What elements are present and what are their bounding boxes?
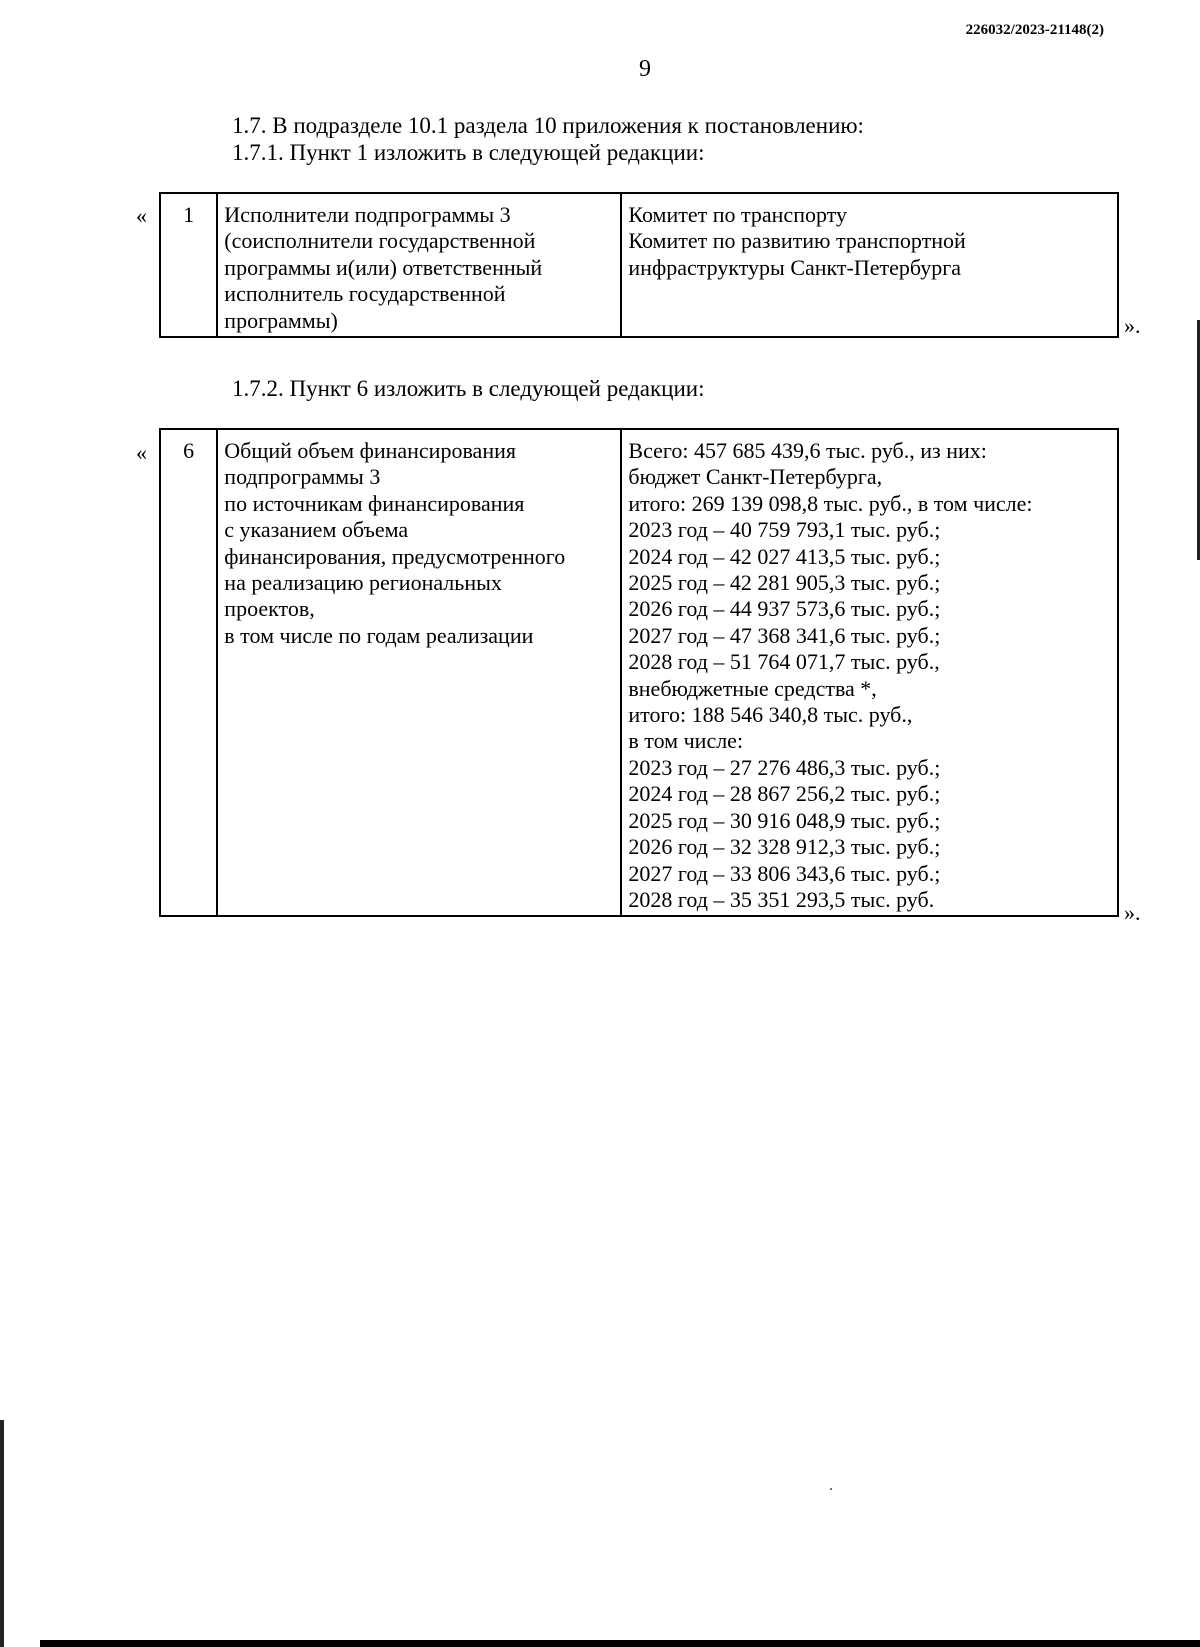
- cell-line: проектов,: [224, 596, 315, 622]
- item-number: 1: [160, 193, 217, 337]
- scan-edge-bottom: [40, 1640, 1200, 1647]
- amendment-table-item-6: [159, 428, 1119, 917]
- cell-line: Общий объем финансирования: [224, 438, 516, 463]
- closing-quote-1: ».: [1124, 313, 1141, 338]
- cell-line: исполнитель государственной: [224, 281, 506, 307]
- cell-line: инфраструктуры Санкт-Петербурга: [628, 254, 962, 280]
- cell-line: Всего: 457 685 439,6 тыс. руб., из них:: [628, 438, 987, 463]
- scan-edge-left: [0, 1420, 4, 1647]
- cell-line: Комитет по развитию транспортной: [628, 228, 966, 254]
- cell-line: Комитет по транспорту: [628, 202, 848, 227]
- cell-line: 2023 год – 40 759 793,1 тыс. руб.;: [628, 517, 941, 543]
- cell-line: по источникам финансирования: [224, 490, 525, 516]
- cell-line: 2027 год – 33 806 343,6 тыс. руб.;: [628, 860, 941, 886]
- cell-line: 2024 год – 28 867 256,2 тыс. руб.;: [628, 781, 941, 807]
- opening-quote-1: «: [136, 203, 147, 228]
- table-row: [160, 429, 1118, 916]
- cell-line: 2025 год – 42 281 905,3 тыс. руб.;: [628, 570, 941, 596]
- paragraph-1-7-1: 1.7.1. Пункт 1 изложить в следующей редакции:: [232, 140, 705, 165]
- opening-quote-2: «: [136, 440, 147, 465]
- cell-line: итого: 188 546 340,8 тыс. руб.,: [628, 702, 913, 728]
- paragraph-1-7-2: 1.7.2. Пункт 6 изложить в следующей редакции:: [232, 376, 705, 401]
- cell-line: 2028 год – 51 764 071,7 тыс. руб.,: [628, 649, 940, 675]
- cell-line: (соисполнители государственной: [224, 228, 536, 254]
- cell-line: 2027 год – 47 368 341,6 тыс. руб.;: [628, 622, 941, 648]
- cell-line: финансирования, предусмотренного: [224, 543, 566, 569]
- cell-line: 2026 год – 44 937 573,6 тыс. руб.;: [628, 596, 941, 622]
- cell-line: подпрограммы 3: [224, 464, 381, 490]
- cell-line: с указанием объема: [224, 517, 409, 543]
- page-number: 9: [639, 56, 651, 82]
- cell-line: 2023 год – 27 276 486,3 тыс. руб.;: [628, 754, 941, 780]
- cell-line: Исполнители подпрограммы 3: [224, 202, 511, 227]
- cell-line: на реализацию региональных: [224, 570, 502, 596]
- item-value-cell: [621, 429, 1118, 916]
- cell-line: 2028 год – 35 351 293,5 тыс. руб.: [628, 886, 935, 912]
- cell-line: внебюджетные средства *,: [628, 675, 877, 701]
- item-number: 6: [160, 429, 217, 916]
- cell-line: итого: 269 139 098,8 тыс. руб., в том числе:: [628, 490, 1033, 516]
- cell-line: 2024 год – 42 027 413,5 тыс. руб.;: [628, 543, 941, 569]
- cell-line: в том числе:: [628, 728, 744, 754]
- cell-line: в том числе по годам реализации: [224, 622, 534, 648]
- cell-line: программы и(или) ответственный: [224, 254, 543, 280]
- document-id: 226032/2023-21148(2): [965, 22, 1104, 38]
- table-row: [160, 193, 1118, 337]
- cell-line: 2026 год – 32 328 912,3 тыс. руб.;: [628, 834, 941, 860]
- amendment-table-item-1: [159, 192, 1119, 338]
- item-value-cell: [621, 193, 1118, 337]
- scan-speck: [830, 1488, 832, 1490]
- cell-line: бюджет Санкт-Петербурга,: [628, 464, 883, 490]
- cell-line: программы): [224, 307, 338, 333]
- item-label-cell: [217, 429, 621, 916]
- item-label-cell: [217, 193, 621, 337]
- closing-quote-2: ».: [1124, 900, 1141, 925]
- paragraph-1-7: 1.7. В подразделе 10.1 раздела 10 приложения к постановлению:: [232, 113, 864, 138]
- cell-line: 2025 год – 30 916 048,9 тыс. руб.;: [628, 807, 941, 833]
